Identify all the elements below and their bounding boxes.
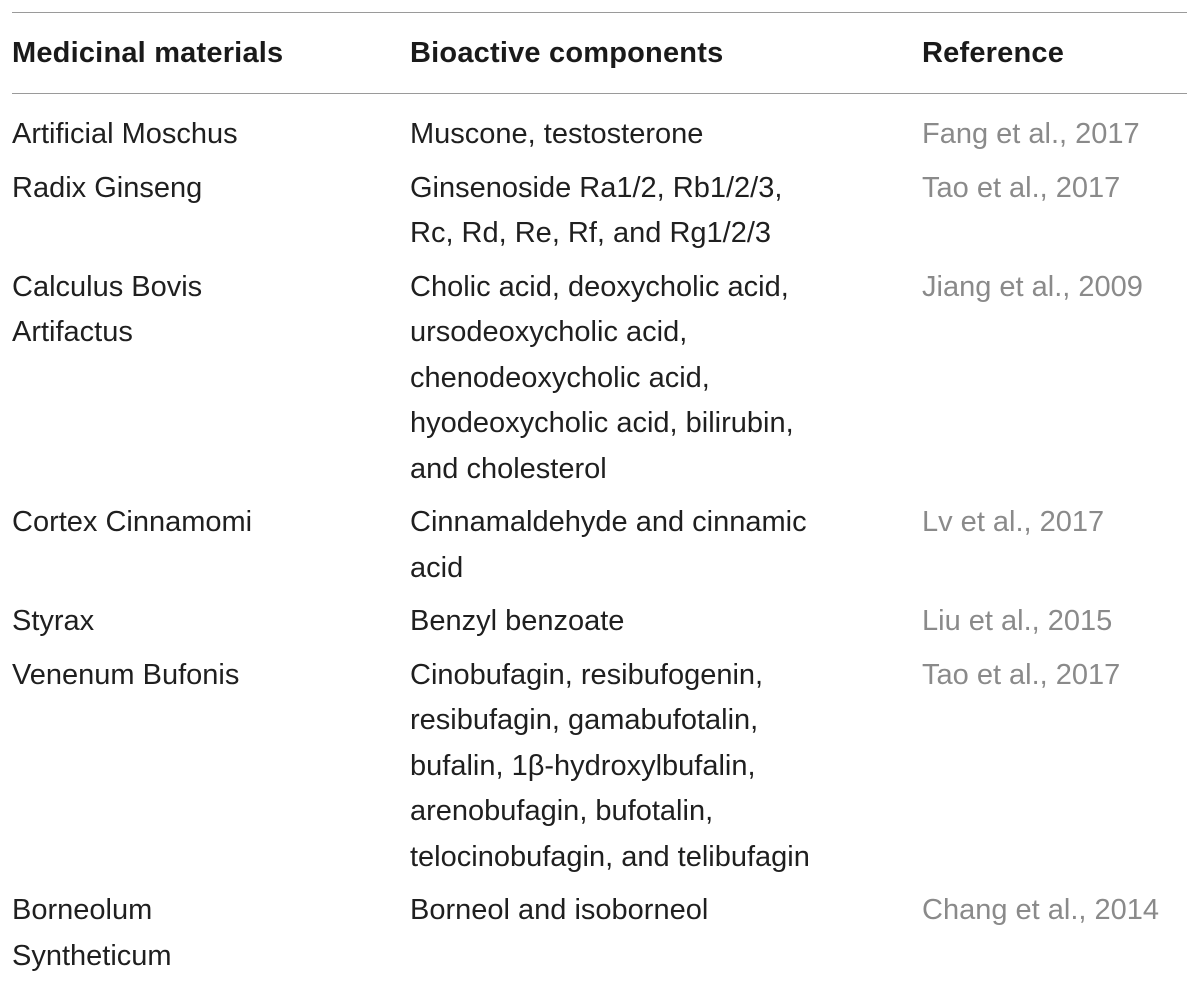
- table-row: [12, 112, 1187, 158]
- cell-material: [12, 265, 410, 356]
- row-gap: [12, 257, 1187, 265]
- components-line: Benzyl benzoate: [410, 605, 625, 637]
- components-line: telocinobufagin, and telibufagin: [410, 840, 810, 873]
- cell-material: [12, 599, 410, 645]
- components-line: Ginsenoside Ra1/2, Rb1/2/3,: [410, 171, 783, 204]
- table-row: [12, 265, 1187, 493]
- row-gap: [12, 645, 1187, 653]
- components-line: chenodeoxycholic acid,: [410, 361, 710, 394]
- header-material: Medicinal materials: [12, 36, 284, 69]
- cell-reference: Jiang et al., 2009: [922, 270, 1143, 303]
- row-gap: [12, 880, 1187, 888]
- header-row: [12, 13, 1187, 93]
- components-line: bufalin, 1β-hydroxylbufalin,: [410, 749, 756, 782]
- cell-reference: Fang et al., 2017: [922, 118, 1140, 150]
- material-line: Venenum Bufonis: [12, 658, 240, 691]
- cell-material: [12, 112, 410, 158]
- header-components: Bioactive components: [410, 36, 724, 69]
- components-line: ursodeoxycholic acid,: [410, 316, 688, 348]
- cell-reference: Liu et al., 2015: [922, 605, 1113, 637]
- table-row: [12, 500, 1187, 591]
- table-row: [12, 166, 1187, 257]
- material-line: Cortex Cinnamomi: [12, 506, 253, 538]
- material-line: Artificial Moschus: [12, 118, 238, 150]
- material-line: Radix Ginseng: [12, 171, 203, 204]
- material-line: Artifactus: [12, 316, 133, 348]
- material-line: Borneolum: [12, 894, 153, 926]
- cell-components: [410, 166, 922, 257]
- cell-components: [410, 888, 922, 934]
- components-line: Cinobufagin, resibufogenin,: [410, 658, 764, 691]
- cell-material: [12, 888, 410, 979]
- cell-material: [12, 653, 410, 699]
- components-line: and cholesterol: [410, 452, 607, 485]
- components-line: acid: [410, 551, 464, 584]
- material-line: Syntheticum: [12, 939, 172, 972]
- material-line: Styrax: [12, 605, 95, 637]
- components-line: Cinnamaldehyde and cinnamic: [410, 506, 807, 538]
- components-line: arenobufagin, bufotalin,: [410, 795, 714, 827]
- table-row: [12, 653, 1187, 881]
- cell-reference: Lv et al., 2017: [922, 506, 1105, 538]
- cell-components: [410, 265, 922, 493]
- components-line: hyodeoxycholic acid, bilirubin,: [410, 407, 794, 439]
- cell-reference: Tao et al., 2017: [922, 171, 1121, 204]
- data-table: [12, 12, 1187, 979]
- cell-material: [12, 500, 410, 546]
- cell-reference: Tao et al., 2017: [922, 658, 1121, 691]
- cell-components: [410, 653, 922, 881]
- cell-components: [410, 500, 922, 591]
- components-line: resibufagin, gamabufotalin,: [410, 704, 759, 736]
- row-gap: [12, 492, 1187, 500]
- row-gap: [12, 158, 1187, 166]
- table-row: [12, 888, 1187, 979]
- table-body: [12, 94, 1187, 979]
- components-line: Rc, Rd, Re, Rf, and Rg1/2/3: [410, 217, 772, 249]
- header-reference: Reference: [922, 36, 1065, 69]
- components-line: Cholic acid, deoxycholic acid,: [410, 270, 789, 303]
- components-line: Borneol and isoborneol: [410, 894, 709, 926]
- cell-components: [410, 112, 922, 158]
- table-row: [12, 599, 1187, 645]
- components-line: Muscone, testosterone: [410, 118, 704, 150]
- cell-material: [12, 166, 410, 212]
- cell-components: [410, 599, 922, 645]
- material-line: Calculus Bovis: [12, 270, 203, 303]
- cell-reference: Chang et al., 2014: [922, 894, 1160, 926]
- row-gap: [12, 591, 1187, 599]
